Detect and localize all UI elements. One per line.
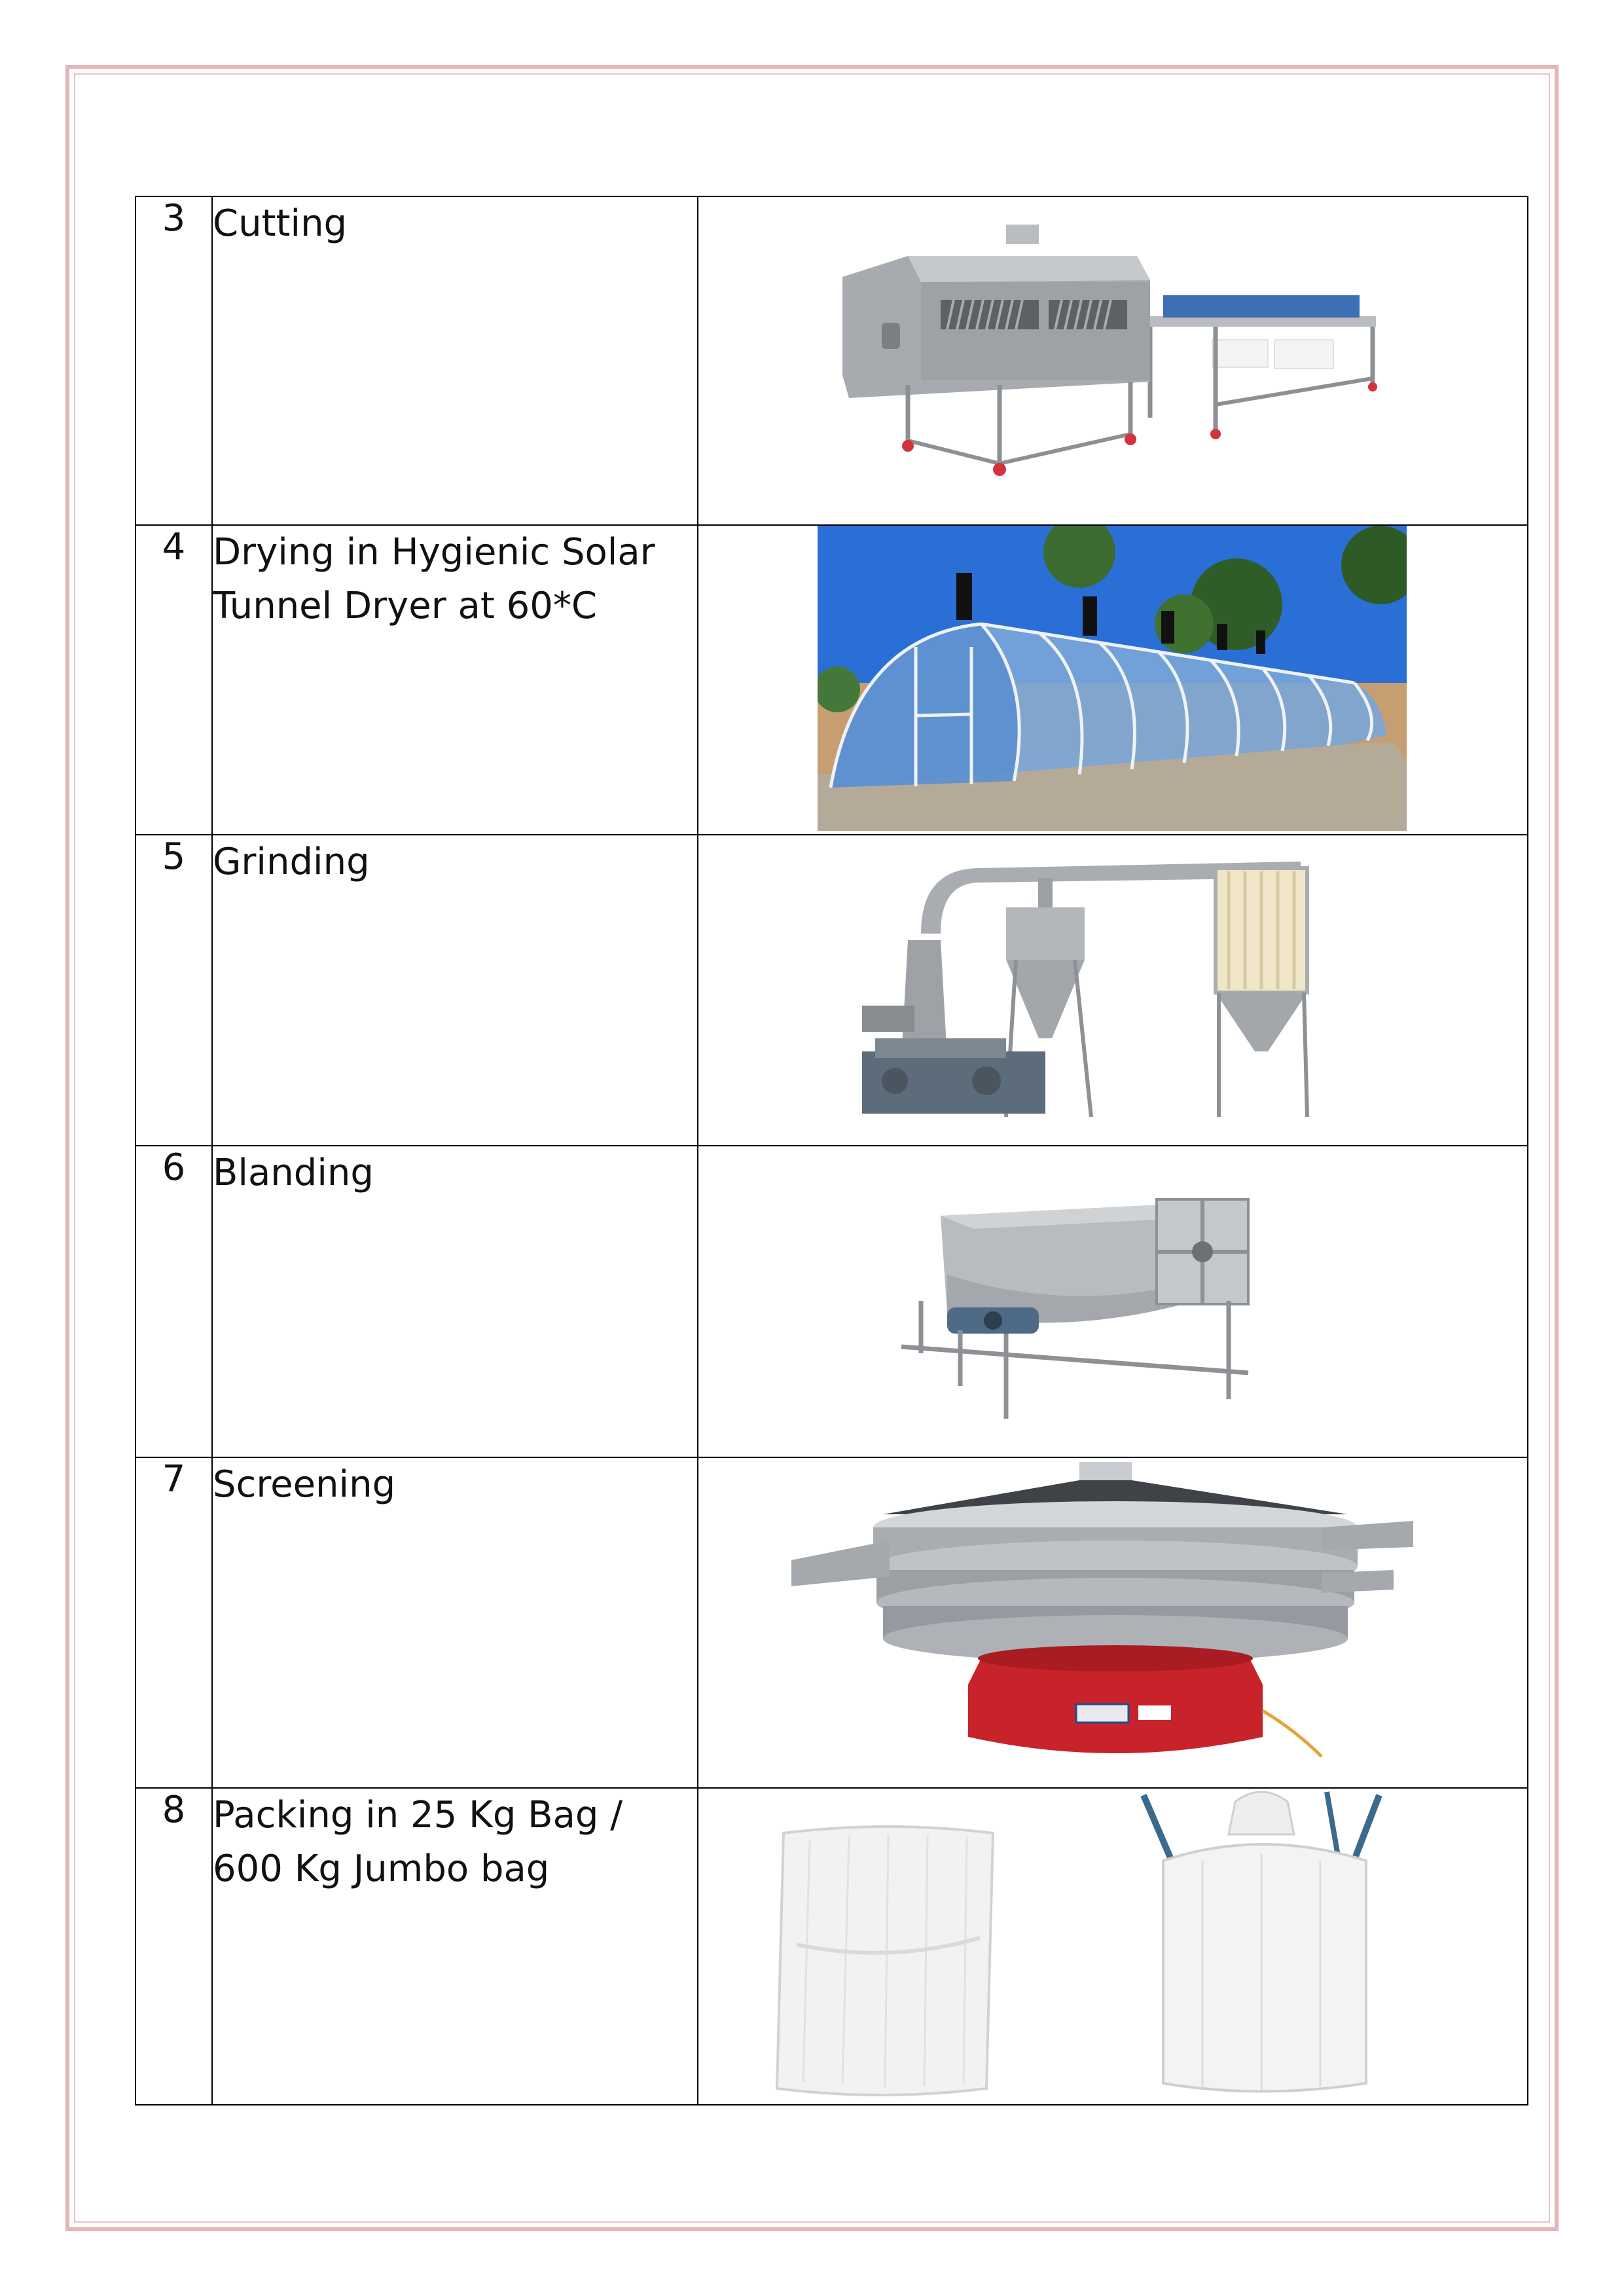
vibratory-sifter-image xyxy=(785,1462,1433,1783)
cutting-machine-image xyxy=(823,218,1386,506)
step-number: 7 xyxy=(135,1457,212,1788)
step-number: 5 xyxy=(135,835,212,1146)
ribbon-blender-image xyxy=(895,1190,1288,1432)
step-image-cell xyxy=(698,196,1528,525)
step-name: Screening xyxy=(212,1457,698,1788)
table-row xyxy=(135,1146,1528,1457)
step-name: Drying in Hygienic Solar Tunnel Dryer at 60*C xyxy=(212,525,698,835)
woven-bag-image xyxy=(770,1813,1006,2102)
solar-tunnel-dryer-image xyxy=(818,526,1407,831)
process-steps-table xyxy=(135,196,1528,2105)
table-row xyxy=(135,1457,1528,1788)
step-name: Grinding xyxy=(212,835,698,1146)
step-number: 6 xyxy=(135,1146,212,1457)
step-image-cell xyxy=(698,1457,1528,1788)
step-number: 4 xyxy=(135,525,212,835)
step-image-cell xyxy=(698,525,1528,835)
table-row xyxy=(135,525,1528,835)
table-row xyxy=(135,1788,1528,2105)
step-name: Blanding xyxy=(212,1146,698,1457)
jumbo-bag-image xyxy=(1130,1789,1392,2100)
step-image-cell xyxy=(698,835,1528,1146)
step-name: Cutting xyxy=(212,196,698,525)
step-number: 8 xyxy=(135,1788,212,2105)
grinding-mill-image xyxy=(849,842,1340,1137)
step-image-cell xyxy=(698,1146,1528,1457)
step-image-cell xyxy=(698,1788,1528,2105)
step-name: Packing in 25 Kg Bag / 600 Kg Jumbo bag xyxy=(212,1788,698,2105)
table-row xyxy=(135,835,1528,1146)
step-number: 3 xyxy=(135,196,212,525)
table-row xyxy=(135,196,1528,525)
